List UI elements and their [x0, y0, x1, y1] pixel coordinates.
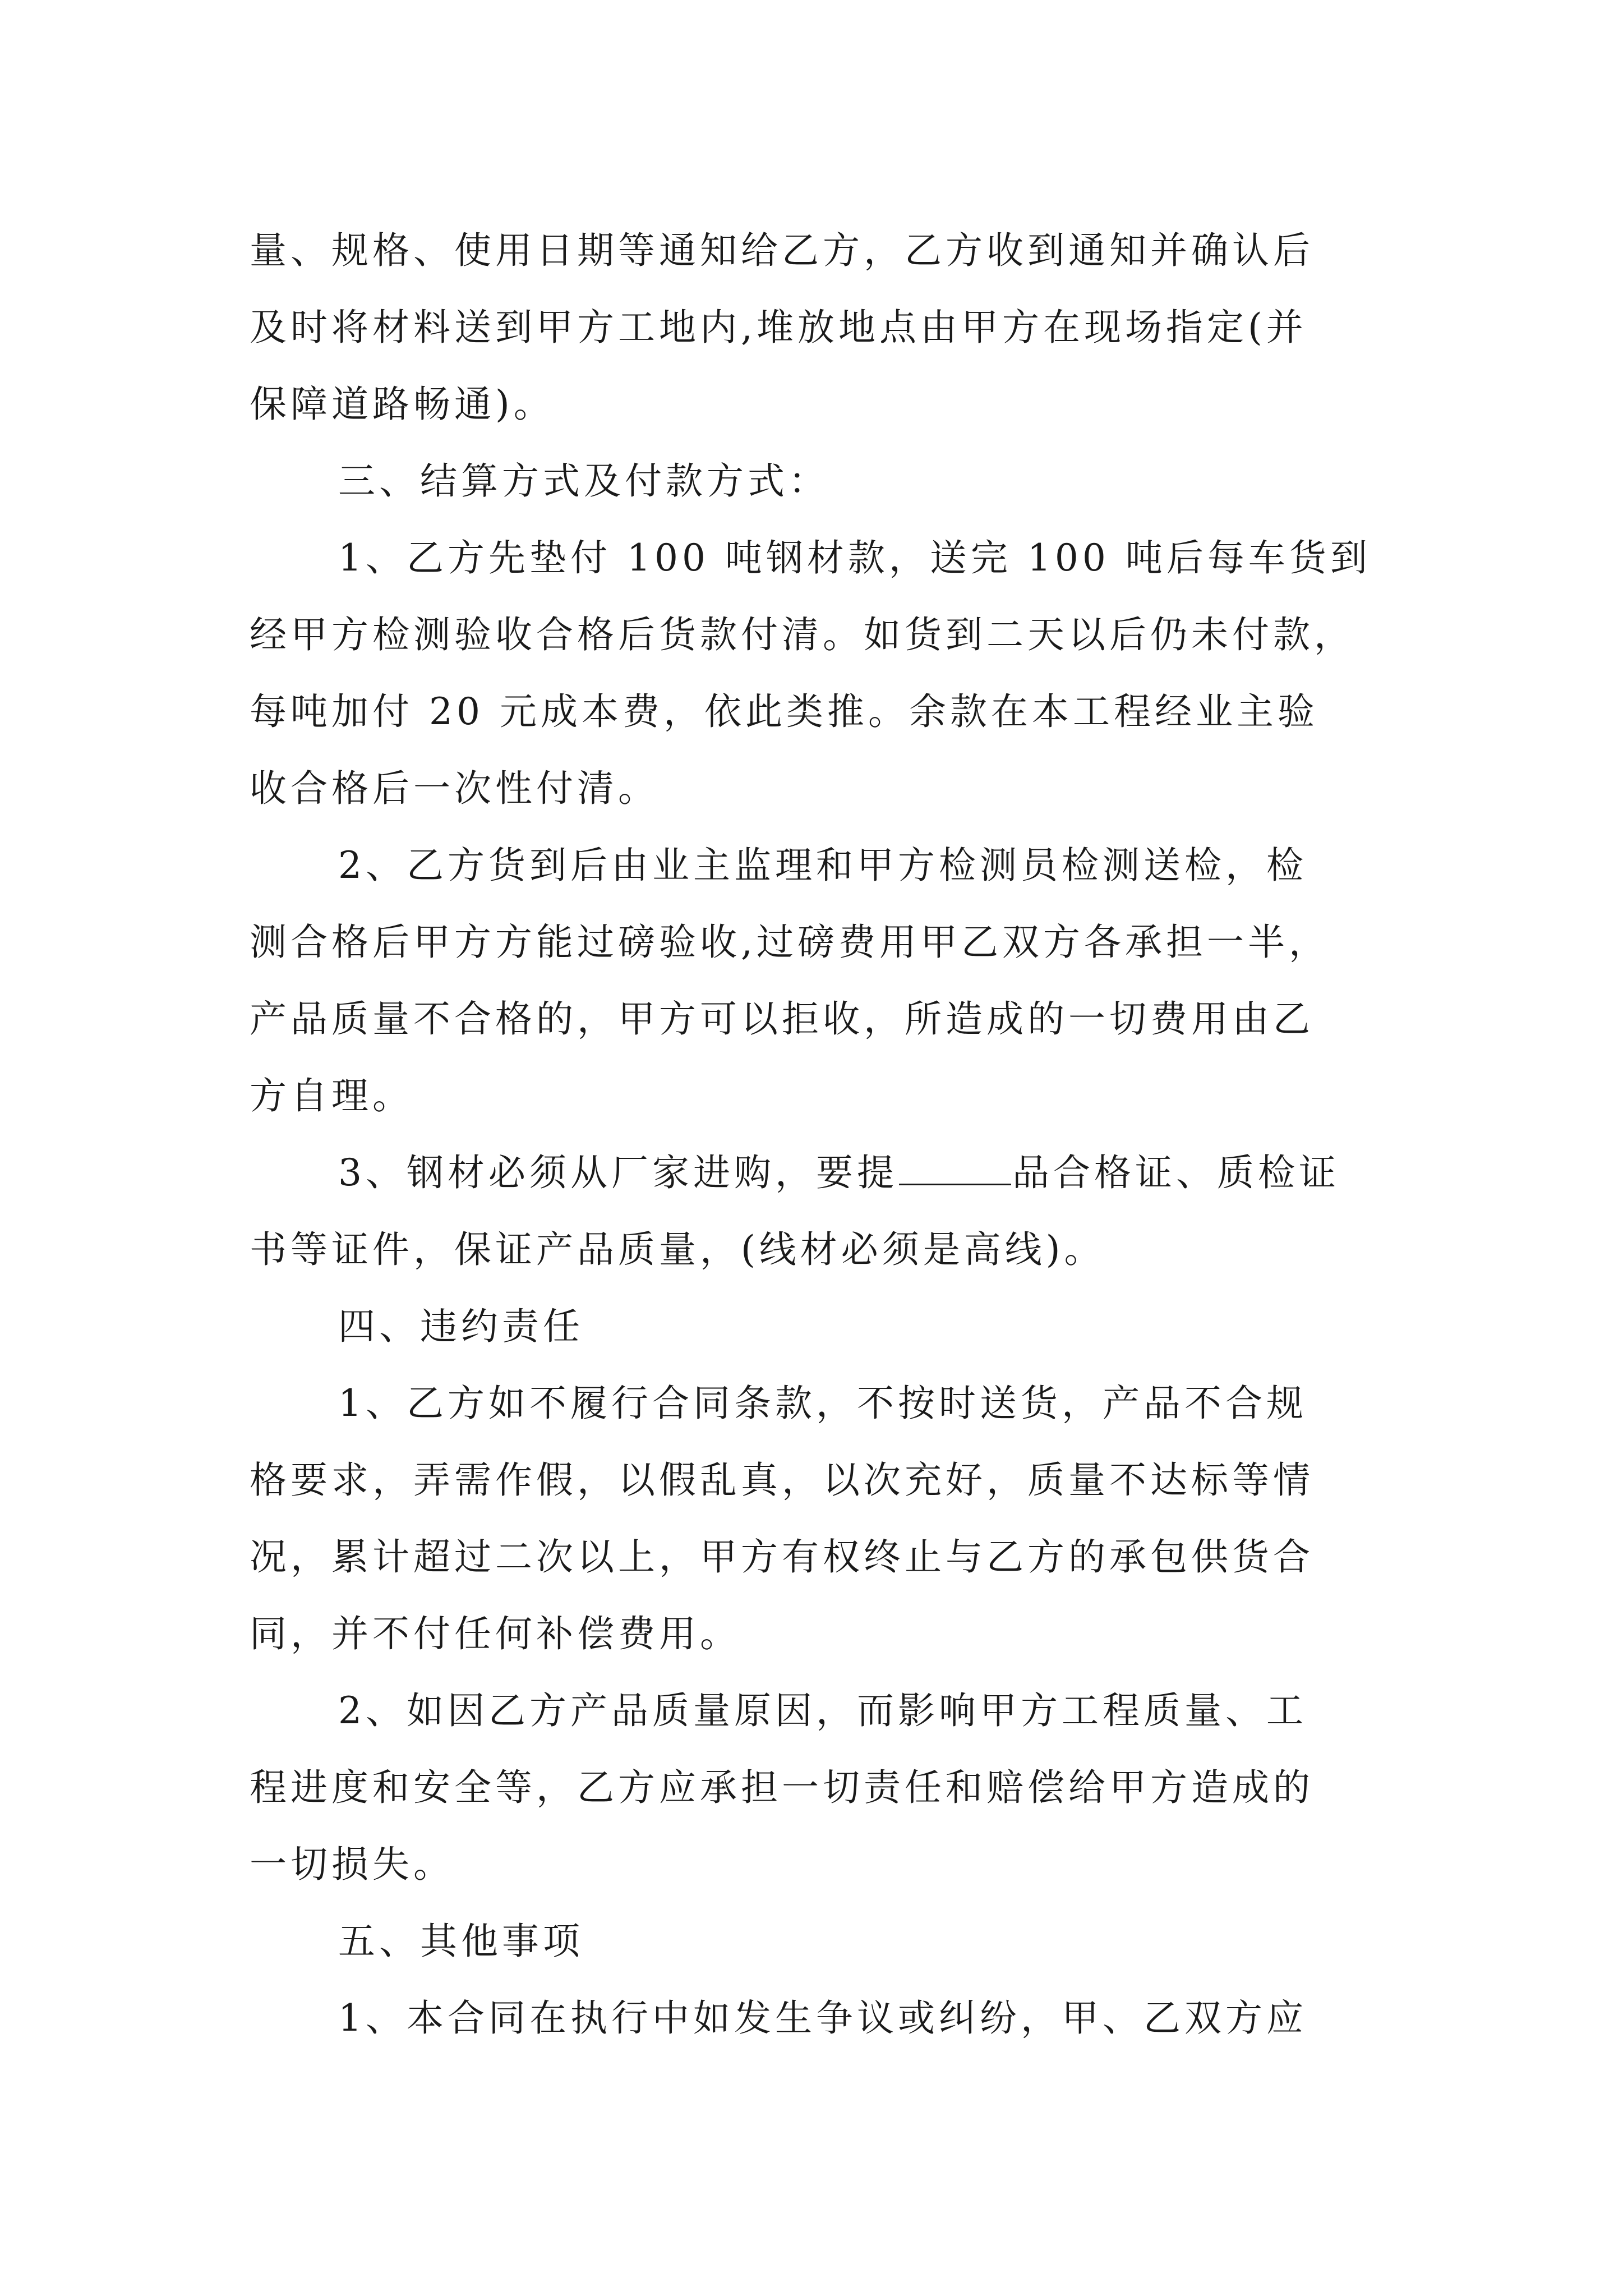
text-line: 况，累计超过二次以上，甲方有权终止与乙方的承包供货合: [250, 1535, 1314, 1579]
text-line: 每吨加付 20 元成本费，依此类推。余款在本工程经业主验: [250, 690, 1318, 733]
text-line: 2、乙方货到后由业主监理和甲方检测员检测送检，检: [338, 844, 1307, 887]
text-line: 1、乙方如不履行合同条款，不按时送货，产品不合规: [338, 1382, 1307, 1425]
text-line: 测合格后甲方方能过磅验收,过磅费用甲乙双方各承担一半，: [250, 921, 1330, 964]
section-heading-liability: 四、违约责任: [338, 1305, 584, 1348]
text-line: 书等证件，保证产品质量，(线材必须是高线)。: [250, 1228, 1105, 1271]
document-body: [250, 212, 1377, 2056]
text-line: 方自理。: [250, 1074, 413, 1117]
text-line: 2、如因乙方产品质量原因，而影响甲方工程质量、工: [338, 1689, 1307, 1732]
fill-in-blank: [899, 1151, 1011, 1185]
text-line: 同，并不付任何补偿费用。: [250, 1612, 741, 1655]
text-line: 收合格后一次性付清。: [250, 767, 659, 810]
text-line: 产品质量不合格的，甲方可以拒收，所造成的一切费用由乙: [250, 997, 1314, 1041]
text-line: 1、本合同在执行中如发生争议或纠纷，甲、乙双方应: [338, 1996, 1307, 2040]
text-line: 及时将材料送到甲方工地内,堆放地点由甲方在现场指定(并: [250, 306, 1307, 349]
text-line: 保障道路畅通)。: [250, 383, 555, 426]
text-segment: 3、钢材必须从厂家进购，要提: [338, 1151, 898, 1194]
section-heading-other: 五、其他事项: [338, 1920, 584, 1963]
section-heading-settlement: 三、结算方式及付款方式：: [338, 459, 829, 503]
text-line: 格要求，弄需作假，以假乱真，以次充好，质量不达标等情: [250, 1458, 1314, 1502]
text-line: 1、乙方先垫付 100 吨钢材款，送完 100 吨后每车货到: [338, 536, 1371, 579]
text-line: 量、规格、使用日期等通知给乙方，乙方收到通知并确认后: [250, 229, 1314, 272]
text-segment: 品合格证、质检证: [1012, 1151, 1340, 1194]
text-line-with-blank: [250, 1134, 1377, 1211]
text-line: 程进度和安全等，乙方应承担一切责任和赔偿给甲方造成的: [250, 1766, 1314, 1809]
text-line: 经甲方检测验收合格后货款付清。如货到二天以后仍未付款，: [250, 613, 1355, 656]
text-line: 一切损失。: [250, 1843, 454, 1886]
